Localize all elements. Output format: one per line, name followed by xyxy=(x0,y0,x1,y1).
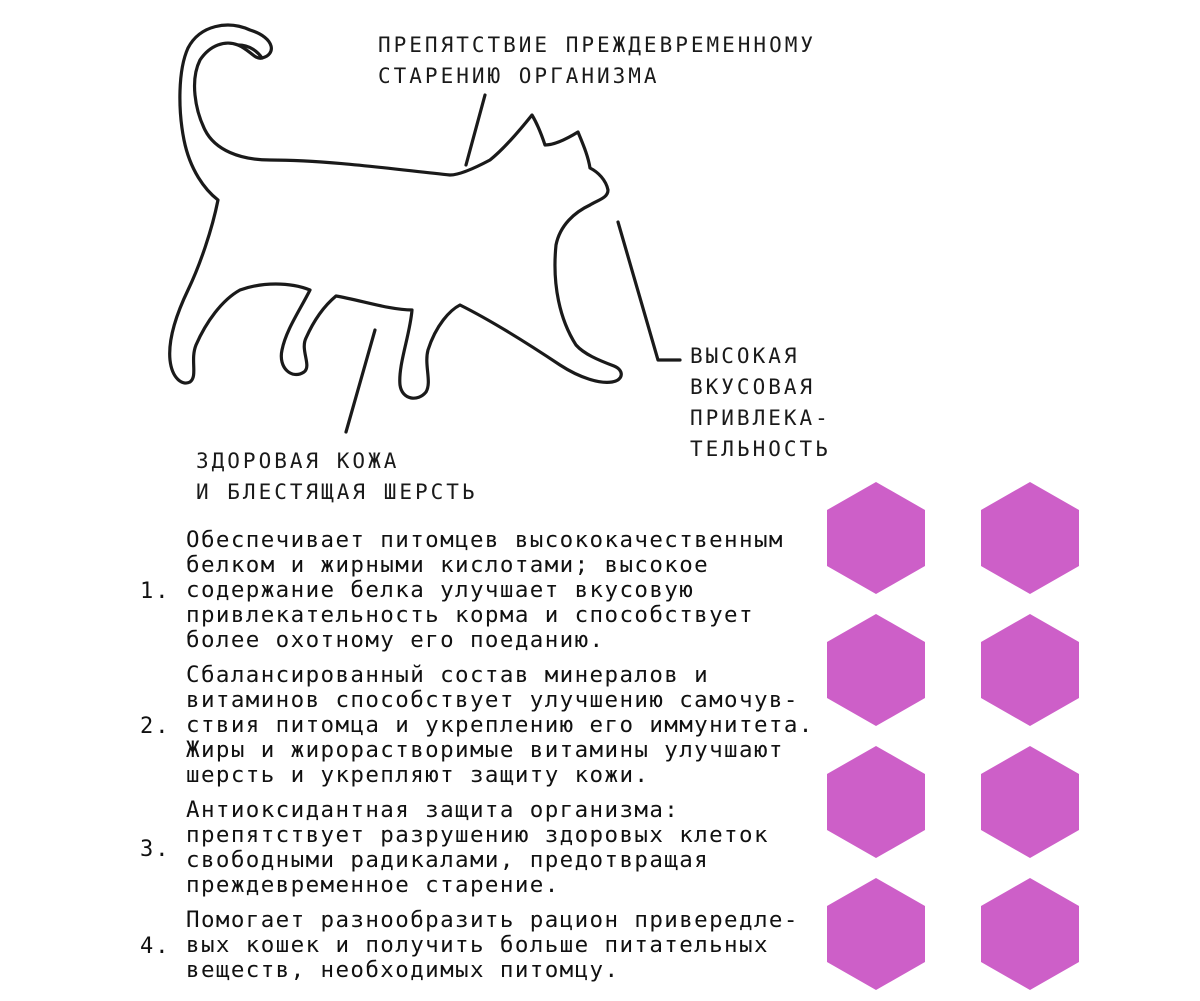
benefit-item-2 xyxy=(140,663,830,788)
benefit-item-3 xyxy=(140,798,830,898)
hexagon-icon xyxy=(827,482,925,594)
benefit-item-4 xyxy=(140,908,830,983)
benefit-text: Сбалансированный состав минералов и витаминов способствует улучшению самочув- ствия питомца и укреплению его иммунитета. Жиры и жирорастворимые витамины улучшают шерсть и укрепляют защиту кожи. xyxy=(186,662,814,788)
annotation-taste: ВЫСОКАЯ ВКУСОВАЯ ПРИВЛЕКА- ТЕЛЬНОСТЬ xyxy=(690,344,831,461)
benefit-number: 3. xyxy=(140,836,171,862)
benefit-number: 1. xyxy=(140,579,171,604)
hexagon-icon xyxy=(981,614,1079,726)
hexagon-icon xyxy=(981,878,1079,990)
hexagon-icon xyxy=(981,746,1079,858)
benefit-text: Антиоксидантная защита организма: препятствует разрушению здоровых клеток свободными радикалами, предотвращая преждевременное старение. xyxy=(186,797,769,898)
benefit-number: 2. xyxy=(140,714,171,739)
benefit-item-1 xyxy=(140,528,830,653)
hexagon-icon xyxy=(981,482,1079,594)
benefit-number: 4. xyxy=(140,934,171,959)
benefit-text: Помогает разнообразить рацион привередле- вых кошек и получить больше питательных веществ, необходимых питомцу. xyxy=(186,907,799,983)
hexagon-icon xyxy=(827,746,925,858)
hexagon-icon xyxy=(827,878,925,990)
annotation-skin: ЗДОРОВАЯ КОЖА И БЛЕСТЯЩАЯ ШЕРСТЬ xyxy=(196,449,478,504)
benefit-text: Обеспечивает питомцев высококачественным белком и жирными кислотами; высокое содержание белка улучшает вкусовую привлекательность корма и способствует более охотному его поеданию. xyxy=(186,527,784,653)
hexagon-icon xyxy=(827,614,925,726)
annotation-aging: ПРЕПЯТСТВИЕ ПРЕЖДЕВРЕМЕННОМУ СТАРЕНИЮ ОРГАНИЗМА xyxy=(378,33,817,88)
benefits-list xyxy=(140,528,830,993)
